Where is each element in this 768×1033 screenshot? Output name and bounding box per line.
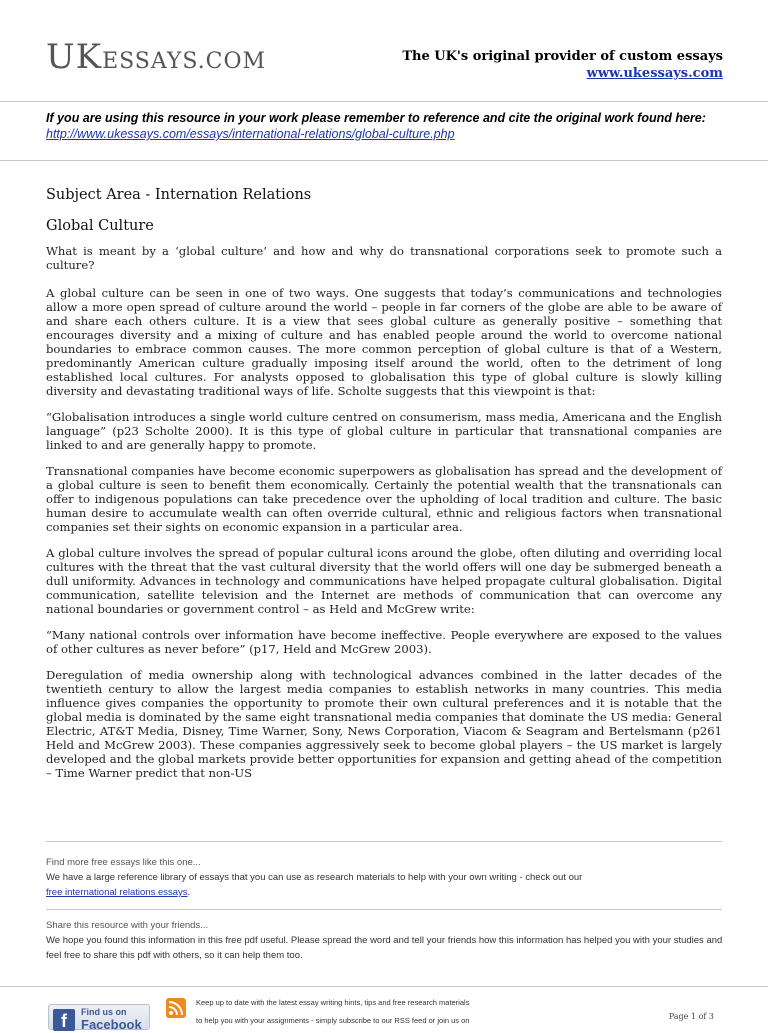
article-paragraph: Deregulation of media ownership along with technological advances combined in the latter decades of the twentieth century to allow the largest media companies to establish networks in many countries. This media influence gives companies the opportunity to promote their own cultural preferences and it is notable that the global media is dominated by the same eight transnational media companies that dominate the US media: General Electric, AT&T Media, Disney, Time Warner, Sony, News Corporation, Viacom & Seagram and Bertelsmann (p261 Held and McGrew 2003). These companies aggressively seek to become global players – the US market is largely developed and the global markets provide better opportunities for expansion and getting ahead of the competition – Time Warner predict that non-US xyxy=(46,668,722,780)
article-body xyxy=(46,184,722,792)
rss-line2: to help you with your assignments - simply subscribe to our RSS feed or join us on xyxy=(196,1016,470,1025)
find-essays-text: We have a large reference library of essays that you can use as research materials to help with your own writing - check out our xyxy=(46,872,583,883)
share-block xyxy=(46,918,736,963)
citation-link[interactable]: http://www.ukessays.com/essays/international-relations/global-culture.php xyxy=(46,127,455,141)
rss-line1: Keep up to date with the latest essay writing hints, tips and free research materials xyxy=(196,998,470,1007)
rss-subscribe-text xyxy=(196,994,516,1030)
page-number: Page 1 of 3 xyxy=(668,1012,714,1021)
rss-icon[interactable] xyxy=(166,998,186,1018)
share-heading: Share this resource with your friends... xyxy=(46,920,209,931)
article-paragraph: A global culture involves the spread of popular cultural icons around the globe, often diluting and overriding local cultures with the threat that the vast cultural diversity that the world offers will one day be submerged beneath a dull uniformity. Advances in technology and communications have helped propagate cultural globalisation. Digital communication, satellite television and the Internet are methods of communication that can overcome any national boundaries or government control – as Held and McGrew write: xyxy=(46,546,722,616)
header-url-link[interactable]: www.ukessays.com xyxy=(586,66,723,81)
free-essays-link[interactable]: free international relations essays xyxy=(46,887,188,898)
find-essays-heading: Find more free essays like this one... xyxy=(46,857,201,868)
subject-area-heading: Subject Area - Internation Relations xyxy=(46,187,312,203)
promo-divider-mid xyxy=(46,909,722,910)
logo-essays: ESSAYS xyxy=(102,49,198,74)
header-tagline: The UK's original provider of custom essays xyxy=(402,49,723,64)
promo-divider-top xyxy=(46,841,722,842)
article-quote: “Many national controls over information have become ineffective. People everywhere are exposed to the values of other cultures as never before” (p17, Held and McGrew 2003). xyxy=(46,628,722,656)
find-essays-block xyxy=(46,855,736,900)
article-paragraph: A global culture can be seen in one of two ways. One suggests that today’s communications and technologies allow a more open spread of culture around the world – people in far corners of the globe are able to be aware of and share each others culture. It is a view that sees global culture as generally positive – something that encourages diversity and a mixing of culture and has enabled people around the world to overcome national boundaries to embrace common causes. The more common perception of global culture is that of a Western, predominantly American culture gradually imposing itself around the world, often to the detriment of long established local cultures. For analysts opposed to globalisation this type of global culture is slowly killing diversity and devastating traditional ways of life. Scholte suggests that this viewpoint is that: xyxy=(46,286,722,398)
citation-note: If you are using this resource in your work please remember to reference and cite the original work found here: xyxy=(46,111,706,125)
article-title: Global Culture xyxy=(46,218,154,234)
find-essays-end: . xyxy=(187,887,191,898)
logo-uk: UK xyxy=(46,37,103,77)
facebook-button[interactable] xyxy=(48,1004,150,1030)
share-text: We hope you found this information in this free pdf useful. Please spread the word and tell your friends how this information has helped you with your studies and feel free to share this pdf with others, so it can help them too. xyxy=(46,935,723,961)
article-quote: “Globalisation introduces a single world culture centred on consumerism, mass media, Americana and the English language” (p23 Scholte 2000). It is this type of global culture in particular that transnational companies are linked to and are generally happy to promote. xyxy=(46,410,722,452)
facebook-icon: f xyxy=(53,1009,75,1031)
article-question: What is meant by a ‘global culture’ and how and why do transnational corporations seek to promote such a culture? xyxy=(46,244,722,272)
logo-com: .COM xyxy=(197,49,267,74)
footer-divider xyxy=(0,986,768,987)
facebook-line2: Facebook xyxy=(81,1017,142,1032)
facebook-line1: Find us on xyxy=(81,1007,127,1017)
article-paragraph: Transnational companies have become economic superpowers as globalisation has spread and the development of a global culture is seen to benefit them economically. Certainly the potential wealth that the transnationals can offer to indigenous populations can take precedence over the upholding of local tradition and culture. The basic human desire to accumulate wealth can often override cultural, ethnic and religious factors when transnational companies set their sights on economic expansion in a particular area. xyxy=(46,464,722,534)
